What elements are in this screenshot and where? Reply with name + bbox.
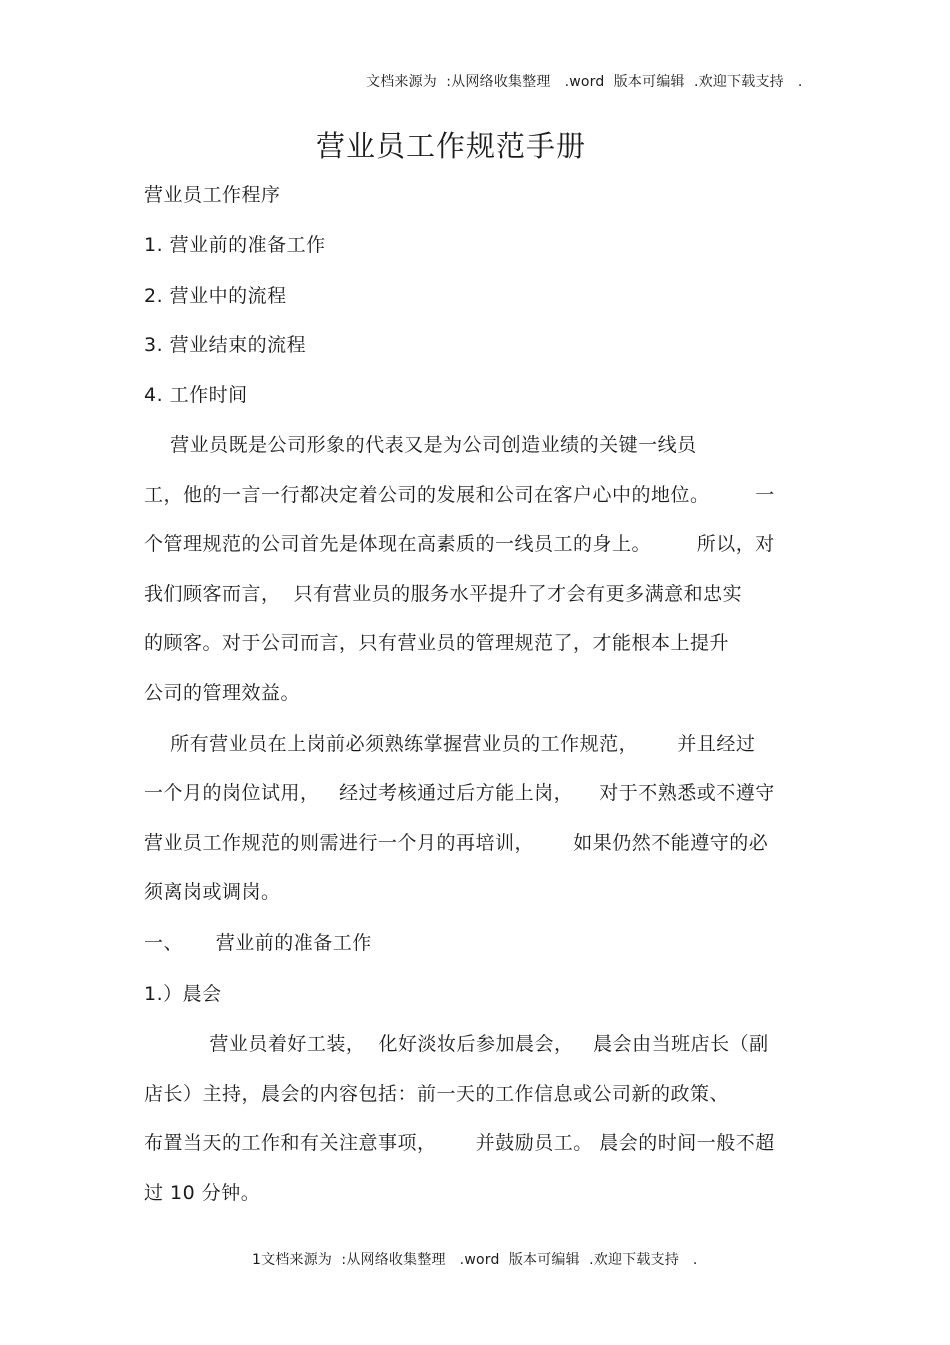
paragraph-line: 店长）主持，晨会的内容包括：前一天的工作信息或公司新的政策、: [144, 1083, 730, 1105]
paragraph-line: 所有营业员在上岗前必须熟练掌握营业员的工作规范， 并且经过: [144, 733, 756, 755]
paragraph-line: 须离岗或调岗。: [144, 881, 281, 903]
paragraph-line: 一个月的岗位试用， 经过考核通过后方能上岗， 对于不熟悉或不遵守: [144, 782, 775, 804]
toc-item: 3. 营业结束的流程: [144, 334, 307, 356]
subsection-heading: 1.）晨会: [144, 983, 222, 1005]
footer-source-note: 1文档来源为 :从网络收集整理 .word 版本可编辑 .欢迎下载支持 .: [252, 1252, 698, 1268]
paragraph-line: 过 10 分钟。: [144, 1182, 261, 1204]
paragraph-line: 个管理规范的公司首先是体现在高素质的一线员工的身上。 所以，对: [144, 533, 775, 555]
header-source-note: 文档来源为 :从网络收集整理 .word 版本可编辑 .欢迎下载支持 .: [366, 74, 803, 90]
paragraph-line: 营业员工作规范的则需进行一个月的再培训， 如果仍然不能遵守的必: [144, 832, 769, 854]
document-title: 营业员工作规范手册: [316, 129, 587, 163]
paragraph-line: 布置当天的工作和有关注意事项， 并鼓励员工。 晨会的时间一般不超: [144, 1132, 775, 1154]
paragraph-line: 我们顾客而言， 只有营业员的服务水平提升了才会有更多满意和忠实: [144, 583, 743, 605]
paragraph-line: 营业员既是公司形象的代表又是为公司创造业绩的关键一线员: [144, 434, 697, 456]
toc-item: 4. 工作时间: [144, 384, 248, 406]
toc-item: 1. 营业前的准备工作: [144, 234, 326, 256]
paragraph-line: 营业员着好工装， 化好淡妆后参加晨会， 晨会由当班店长（副: [144, 1033, 769, 1055]
paragraph-line: 的顾客。对于公司而言，只有营业员的管理规范了，才能根本上提升: [144, 632, 730, 654]
section-heading: 一、 营业前的准备工作: [144, 932, 372, 954]
paragraph-line: 工，他的一言一行都决定着公司的发展和公司在客户心中的地位。 一: [144, 484, 775, 506]
toc-heading: 营业员工作程序: [144, 184, 281, 206]
toc-item: 2. 营业中的流程: [144, 285, 287, 307]
paragraph-line: 公司的管理效益。: [144, 682, 301, 704]
